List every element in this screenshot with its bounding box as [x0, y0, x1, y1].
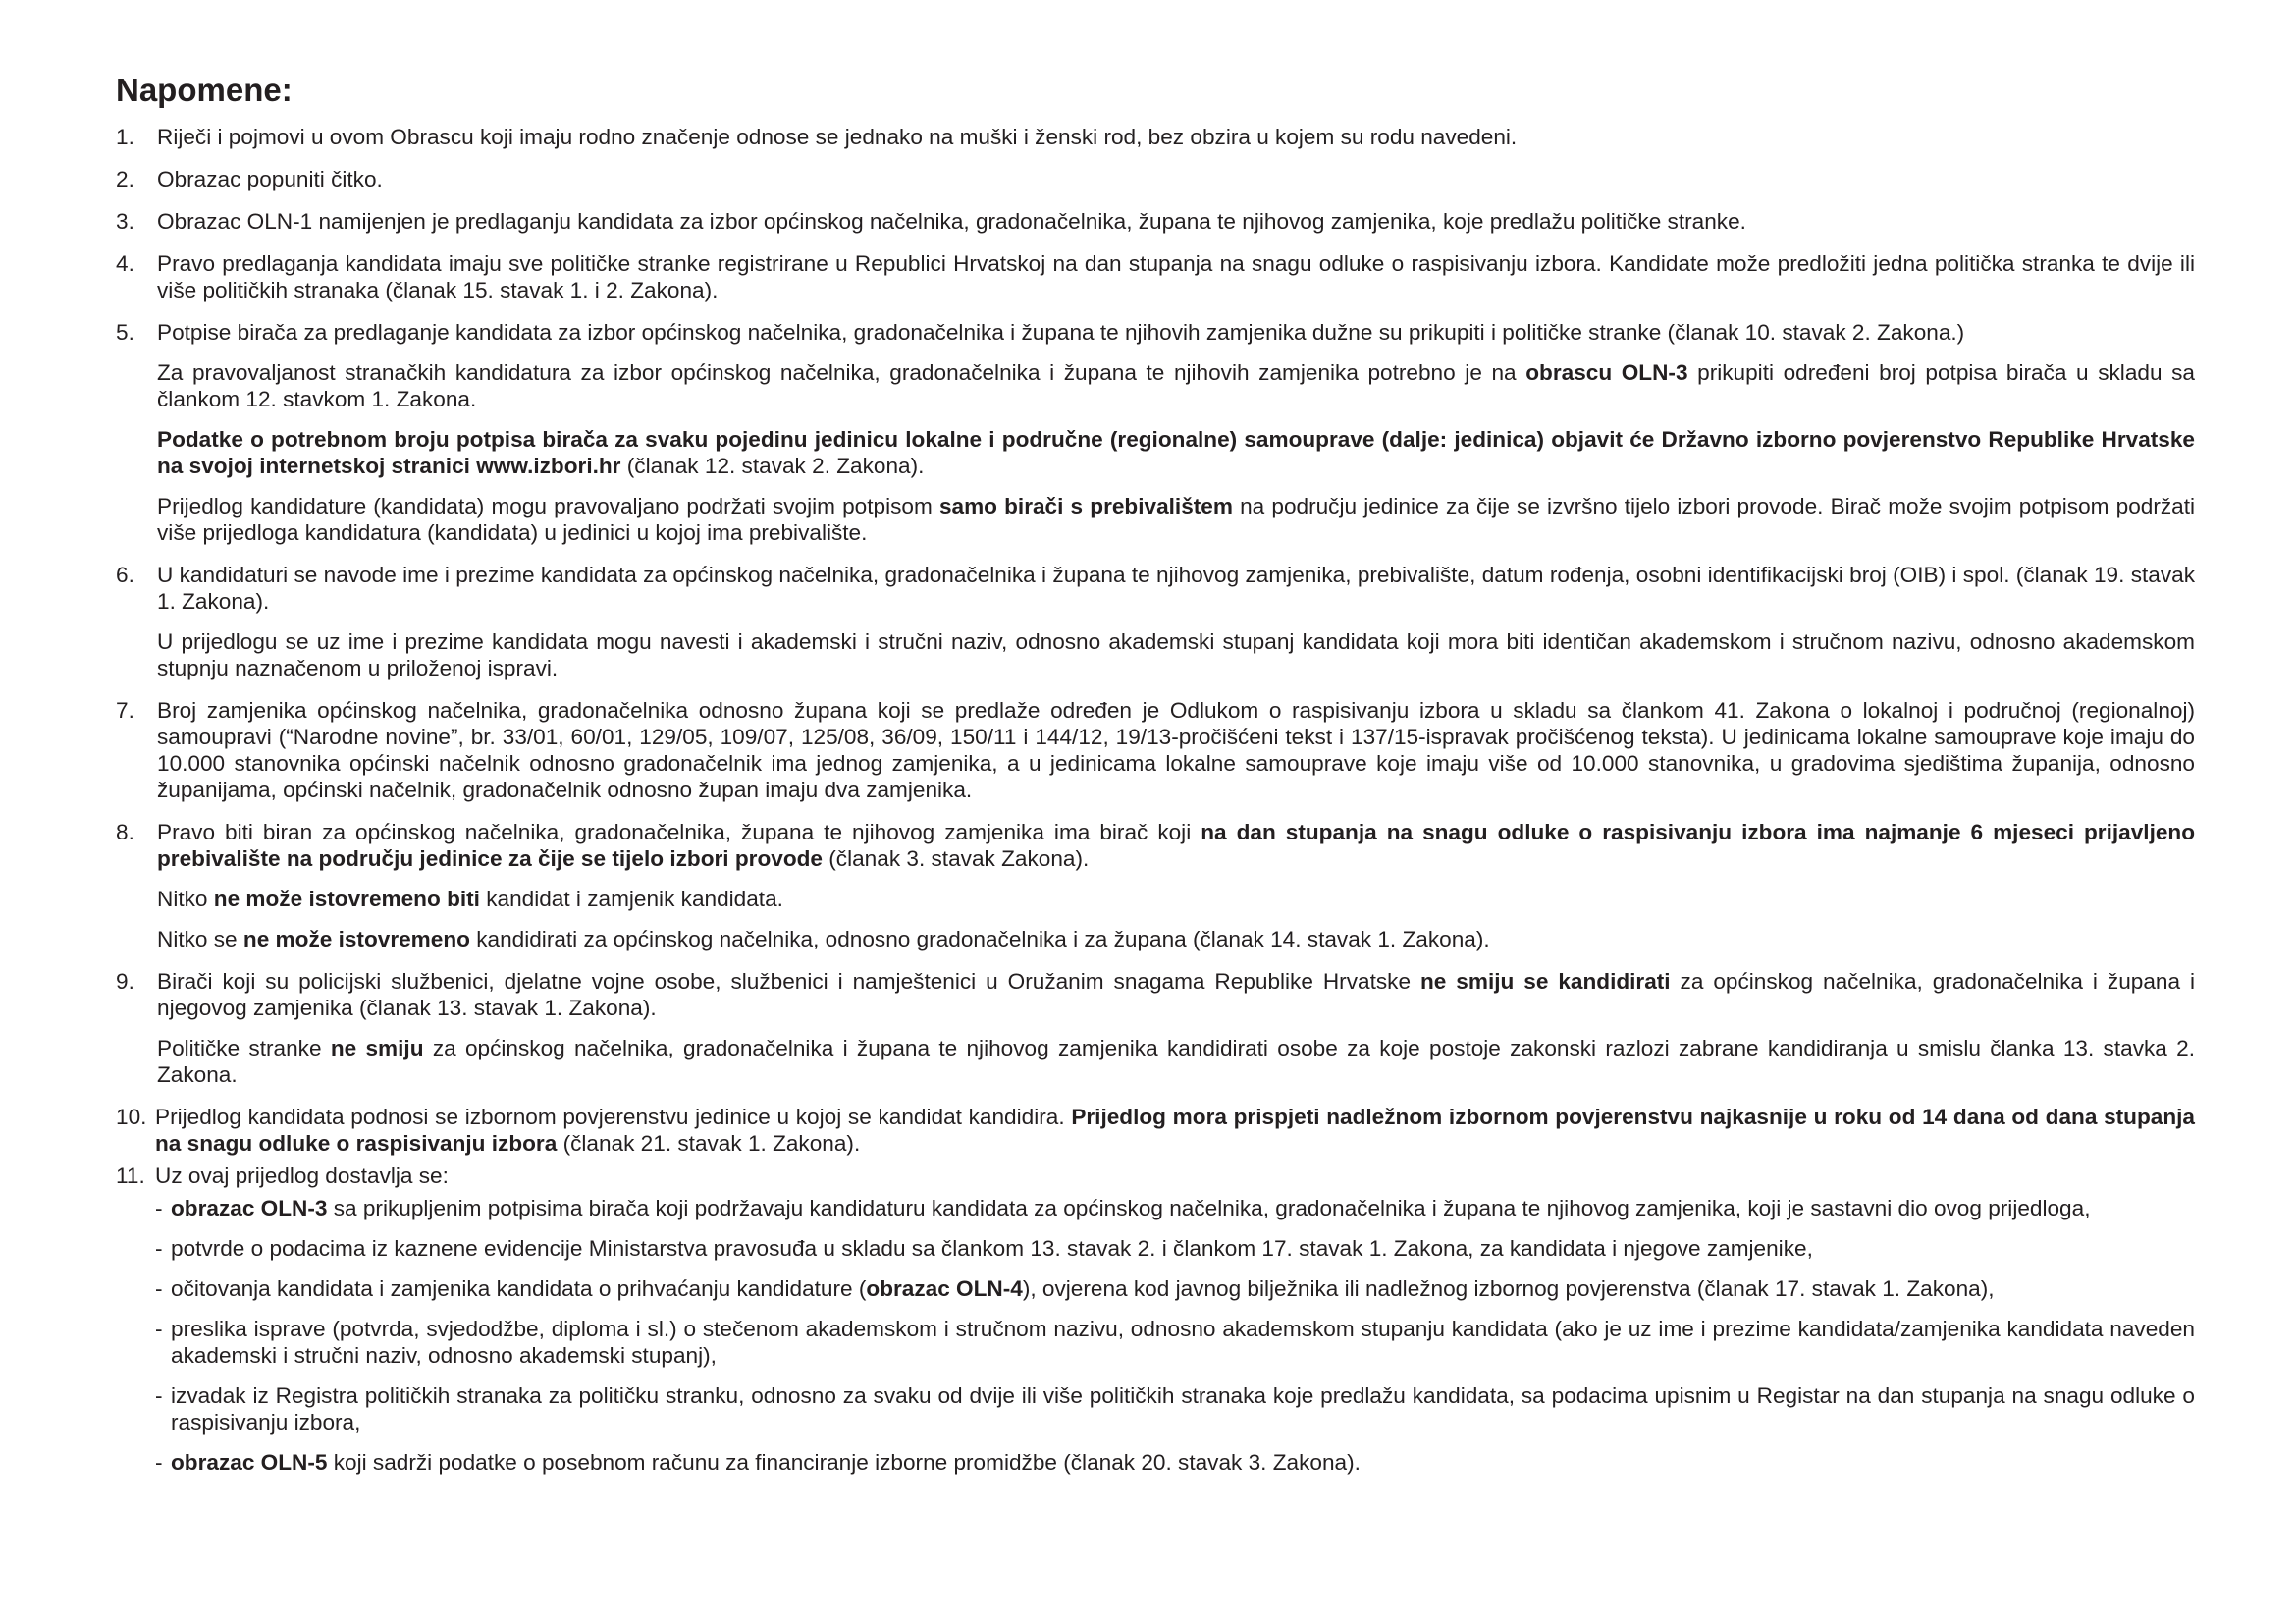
text-run: sa prikupljenim potpisima birača koji podržavaju kandidaturu kandidata za općinskog načelnika, gradonačelnika i župana te njihovog zamjenika, koji je sastavni dio ovog prijedloga, [327, 1196, 2091, 1220]
text-run: Političke stranke [157, 1036, 331, 1060]
note-body [157, 562, 2195, 681]
note-1 [116, 124, 2195, 150]
text-run: za općinskog načelnika, gradonačelnika i župana i njegovog zamjenika (članak 13. stavak 1. Zakona). [157, 969, 2196, 1020]
text-run: (članak 21. stavak 1. Zakona). [557, 1131, 861, 1156]
note-paragraph: U kandidaturi se navode ime i prezime kandidata za općinskog načelnika, gradonačelnika i župana te njihovog zamjenika, prebivalište, datum rođenja, osobni identifikacijski broj (OIB) i spol. (članak 19. stavak 1. Zakona). [157, 563, 2195, 614]
note-body [157, 968, 2195, 1088]
attachment-text [171, 1449, 2195, 1476]
note-number: 3. [116, 209, 134, 234]
text-run: ), ovjerena kod javnog bilježnika ili nadležnog izbornog povjerenstva (članak 17. stavak 1. Zakona), [1022, 1276, 1995, 1301]
note-2 [116, 166, 2195, 192]
text-run-bold: na dan stupanja na snagu odluke o raspisivanju izbora ima najmanje 6 mjeseci prijavljeno prebivalište na području jedinice za čije se tijelo izbori provode [157, 820, 2196, 871]
text-run-bold: ne može istovremeno biti [213, 887, 480, 911]
attachment-text: potvrde o podacima iz kaznene evidencije Ministarstva pravosuđa u skladu sa člankom 13. stavak 2. i člankom 17. stavak 1. Zakona, za kandidata i njegove zamjenike, [171, 1236, 1813, 1261]
attachment-text [171, 1275, 2195, 1302]
attachment-text [171, 1195, 2195, 1221]
note-number: 4. [116, 251, 134, 276]
note-body [157, 124, 2195, 150]
text-run-bold: ne smiju se kandidirati [1419, 969, 1671, 994]
note-paragraph [157, 886, 2195, 912]
note-body [157, 250, 2195, 303]
note-number: 6. [116, 563, 134, 587]
note-paragraph: U prijedlogu se uz ime i prezime kandidata mogu navesti i akademski i stručni naziv, odnosno akademski stupanj kandidata koji mora biti identičan akademskom i stručnom nazivu, odnosno akademskom stupnju naznačenom u priloženoj ispravi. [157, 629, 2195, 680]
note-paragraph: Riječi i pojmovi u ovom Obrascu koji imaju rodno značenje odnose se jednako na muški i ženski rod, bez obzira u kojem su rodu navedeni. [157, 125, 1518, 149]
note-11 [116, 1163, 2195, 1476]
note-paragraph [157, 926, 2195, 952]
note-paragraph: Broj zamjenika općinskog načelnika, gradonačelnika odnosno župana koji se predlaže određen je Odlukom o raspisivanju izbora u skladu sa člankom 41. Zakona o lokalnoj i područnoj (regionalnoj) samoupravi (“Narodne novine”, br. 33/01, 60/01, 129/05, 109/07, 125/08, 36/09, 150/11 i 144/12, 19/13-pročišćeni tekst i 137/15-ispravak pročišćenog teksta). U jedinicama lokalne samouprave koje imaju do 10.000 stanovnika općinski načelnik odnosno gradonačelnik ima jednog zamjenika, a u jedinicama lokalne samouprave koje imaju više od 10.000 stanovnika, u gradovima sjedištima županija, odnosno županijama, općinski načelnik, gradonačelnik odnosno župan imaju dva zamjenika. [157, 698, 2195, 802]
note-5 [116, 319, 2195, 546]
text-run: očitovanja kandidata i zamjenika kandidata o prihvaćanju kandidature ( [171, 1276, 867, 1301]
list-dash: - [155, 1276, 163, 1301]
text-run: Nitko [157, 887, 214, 911]
note-paragraph: Obrazac OLN-1 namijenjen je predlaganju kandidata za izbor općinskog načelnika, gradonačelnika, župana te njihovog zamjenika, koje predlažu političke stranke. [157, 209, 1746, 234]
note-paragraph [157, 359, 2195, 412]
text-run-bold: obrazac OLN-3 [171, 1196, 328, 1220]
text-run: Nitko se [157, 927, 243, 951]
attachment-item [155, 1382, 2195, 1435]
text-run: Prijedlog kandidature (kandidata) mogu pravovaljano podržati svojim potpisom [157, 494, 939, 518]
note-paragraph: Uz ovaj prijedlog dostavlja se: [155, 1164, 449, 1188]
note-number: 11. [116, 1164, 145, 1188]
attachment-item [155, 1449, 2195, 1476]
note-body [157, 319, 2195, 546]
text-run-bold: obrascu OLN-3 [1525, 360, 1688, 385]
note-number: 2. [116, 167, 134, 191]
note-10 [116, 1104, 2195, 1157]
text-run-bold: ne može istovremeno [242, 927, 470, 951]
notes-list [116, 124, 2195, 1476]
note-body [155, 1163, 2195, 1476]
text-run: Prijedlog kandidata podnosi se izbornom povjerenstvu jedinice u kojoj se kandidat kandidira. [155, 1105, 1072, 1129]
note-9 [116, 968, 2195, 1088]
attachment-text: izvadak iz Registra političkih stranaka za političku stranku, odnosno za svaku od dvije ili više političkih stranaka koje predlažu kandidata, sa podacima upisnim u Registar na dan stupanja na snagu odluke o raspisivanju izbora, [171, 1383, 2195, 1435]
text-run-bold: obrazac OLN-4 [866, 1276, 1023, 1301]
note-7 [116, 697, 2195, 803]
list-dash: - [155, 1317, 163, 1341]
note-body [157, 819, 2195, 952]
note-paragraph [155, 1104, 2195, 1157]
note-paragraph: Obrazac popuniti čitko. [157, 167, 383, 191]
text-run: (članak 12. stavak 2. Zakona). [620, 454, 925, 478]
text-run: Pravo biti biran za općinskog načelnika, gradonačelnika, župana te njihovog zamjenika ima birač koji [157, 820, 1201, 844]
list-dash: - [155, 1196, 163, 1220]
text-run: na području jedinice za čije se izvršno tijelo izbori provode. Birač može svojim potpisom podržati više prijedloga kandidatura (kandidata) u jedinici u kojoj ima prebivalište. [157, 494, 2196, 545]
attachment-item [155, 1195, 2195, 1221]
note-number: 1. [116, 125, 134, 149]
note-body [157, 166, 2195, 192]
note-4 [116, 250, 2195, 303]
note-paragraph: Pravo predlaganja kandidata imaju sve političke stranke registrirane u Republici Hrvatskoj na dan stupanja na snagu odluke o raspisivanju izbora. Kandidate može predložiti jedna politička stranka te dvije ili više političkih stranaka (članak 15. stavak 1. i 2. Zakona). [157, 251, 2195, 302]
list-dash: - [155, 1236, 163, 1261]
note-paragraph [157, 493, 2195, 546]
note-paragraph: Potpise birača za predlaganje kandidata za izbor općinskog načelnika, gradonačelnika i župana te njihovih zamjenika dužne su prikupiti i političke stranke (članak 10. stavak 2. Zakona.) [157, 320, 1965, 345]
text-run: Birači koji su policijski službenici, djelatne vojne osobe, službenici i namještenici u Oružanim snagama Republike Hrvatske [157, 969, 1420, 994]
attachment-item [155, 1275, 2195, 1302]
note-number: 7. [116, 698, 134, 723]
attachment-text: preslika isprave (potvrda, svjedodžbe, diploma i sl.) o stečenom akademskom i stručnom nazivu, odnosno akademskom stupanju kandidata (ako je uz ime i prezime kandidata/zamjenika kandidata naveden akademski i stručni naziv, odnosno akademski stupanj), [171, 1317, 2195, 1368]
text-run-bold: Prijedlog mora prispjeti nadležnom izbornom povjerenstvu najkasnije u roku od 14 dana od dana stupanja na snagu odluke o raspisivanju izbora [155, 1105, 2195, 1156]
note-number: 8. [116, 820, 134, 844]
note-paragraph [157, 1035, 2195, 1088]
note-8 [116, 819, 2195, 952]
text-run: Za pravovaljanost stranačkih kandidatura za izbor općinskog načelnika, gradonačelnika i župana te njihovih zamjenika potrebno je na [157, 360, 1526, 385]
note-6 [116, 562, 2195, 681]
text-run: koji sadrži podatke o posebnom računu za financiranje izborne promidžbe (članak 20. stavak 3. Zakona). [327, 1450, 1361, 1475]
note-paragraph [157, 968, 2195, 1021]
text-run: kandidirati za općinskog načelnika, odnosno gradonačelnika i za župana (članak 14. stavak 1. Zakona). [469, 927, 1490, 951]
text-run: prikupiti određeni broj potpisa birača u skladu sa člankom 12. stavkom 1. Zakona. [157, 360, 2195, 411]
list-dash: - [155, 1450, 163, 1475]
notes-page [116, 71, 2195, 1491]
attachment-item [155, 1316, 2195, 1369]
text-run-bold: samo birači s prebivalištem [938, 494, 1233, 518]
text-run: za općinskog načelnika, gradonačelnika i župana te njihovog zamjenika kandidirati osobe za koje postoje zakonski razlozi zabrane kandidiranja u smislu članka 13. stavka 2. Zakona. [157, 1036, 2195, 1087]
attachment-item [155, 1235, 2195, 1262]
note-paragraph [157, 426, 2195, 479]
note-number: 10. [116, 1105, 147, 1129]
text-run-bold: obrazac OLN-5 [171, 1450, 328, 1475]
note-paragraph [157, 819, 2195, 872]
note-body [157, 208, 2195, 235]
note-number: 5. [116, 320, 134, 345]
text-run: kandidat i zamjenik kandidata. [479, 887, 783, 911]
note-body [155, 1104, 2195, 1157]
note-number: 9. [116, 969, 134, 994]
text-run-bold: ne smiju [330, 1036, 424, 1060]
note-3 [116, 208, 2195, 235]
text-run: (članak 3. stavak Zakona). [823, 846, 1090, 871]
notes-heading: Napomene: [116, 72, 293, 108]
list-dash: - [155, 1383, 163, 1408]
note-body [157, 697, 2195, 803]
text-run-bold: Podatke o potrebnom broju potpisa birača za svaku pojedinu jedinicu lokalne i područne (regionalne) samouprave (dalje: jedinica) objavit će Državno izborno povjerenstvo Republike Hrvatske na svojoj internetskoj stranici www.izbori.hr [157, 427, 2195, 478]
